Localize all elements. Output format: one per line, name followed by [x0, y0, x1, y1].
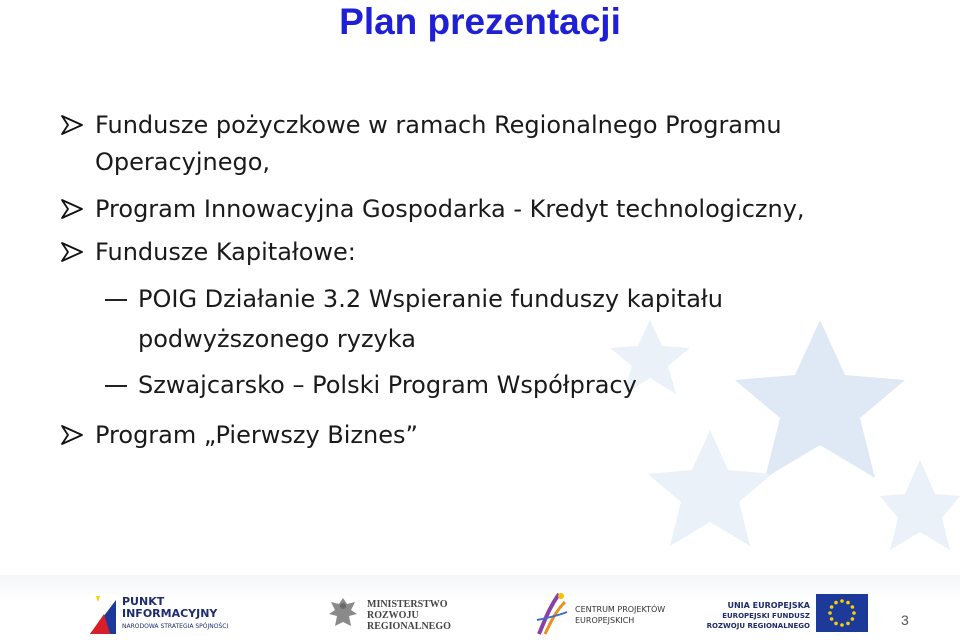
- eu-star-icon: [830, 605, 834, 609]
- cpe-logo: [535, 590, 665, 638]
- eu-star-icon: [851, 605, 855, 609]
- logo4-line3: ROZWOJU REGIONALNEGO: [706, 622, 810, 630]
- logo2-line2: ROZWOJU: [367, 610, 419, 621]
- decorative-star-background: [590, 280, 960, 580]
- eu-star-icon: [830, 617, 834, 621]
- eu-star-icon: [834, 622, 838, 626]
- eu-logo: [706, 590, 868, 638]
- bullet-2-text: Program Innowacyjna Gospodarka - Kredyt technologiczny,: [95, 195, 805, 223]
- arrow-bullet-icon: [60, 424, 84, 446]
- logo1-line3: NARODOWA STRATEGIA SPÓJNOŚCI: [122, 623, 229, 630]
- eagle-emblem-icon: [327, 596, 359, 632]
- ministerstwo-logo: [327, 590, 457, 638]
- eu-star-icon: [852, 611, 856, 615]
- logo3-line2: EUROPEJSKICH: [575, 616, 635, 625]
- page-number: 3: [901, 612, 909, 628]
- logo2-line3: REGIONALNEGO: [367, 621, 451, 632]
- logo4-line1: UNIA EUROPEJSKA: [727, 601, 810, 610]
- eu-flag-icon: [816, 594, 868, 632]
- subitem-1-line2: podwyższonego ryzyka: [138, 325, 416, 353]
- eu-star-icon: [846, 601, 850, 605]
- bullet-1-line2: Operacyjnego,: [95, 148, 271, 176]
- arrow-bullet-icon: [60, 198, 84, 220]
- logo2-line1: MINISTERSTWO: [367, 599, 448, 610]
- eu-star-icon: [834, 601, 838, 605]
- dash-bullet-icon: [105, 385, 127, 387]
- logo4-line2: EUROPEJSKI FUNDUSZ: [722, 612, 810, 620]
- slide-title: Plan prezentacji: [339, 1, 621, 42]
- bullet-3-text: Fundusze Kapitałowe:: [95, 238, 356, 266]
- subitem-2-text: Szwajcarsko – Polski Program Współpracy: [138, 371, 637, 399]
- logo1-line1: PUNKT: [122, 595, 165, 608]
- bullet-1-line1: Fundusze pożyczkowe w ramach Regionalnego Programu: [95, 111, 782, 139]
- eu-star-icon: [851, 617, 855, 621]
- arrow-bullet-icon: [60, 114, 84, 136]
- eu-star-icon: [840, 623, 844, 627]
- subitem-1-line1: POIG Działanie 3.2 Wspieranie funduszy kapitału: [138, 285, 723, 313]
- arrow-bullet-icon: [60, 241, 84, 263]
- punkt-informacyjny-logo: [90, 590, 240, 638]
- eu-star-icon: [840, 599, 844, 603]
- eu-star-icon: [828, 611, 832, 615]
- logo1-line2: INFORMACYJNY: [122, 607, 218, 620]
- eu-star-icon: [846, 622, 850, 626]
- cpe-swoosh-icon: [535, 590, 569, 636]
- nss-flag-icon: [90, 594, 116, 634]
- logo3-line1: CENTRUM PROJEKTÓW: [575, 605, 666, 614]
- dash-bullet-icon: [105, 299, 127, 301]
- bullet-4-text: Program „Pierwszy Biznes”: [95, 421, 418, 449]
